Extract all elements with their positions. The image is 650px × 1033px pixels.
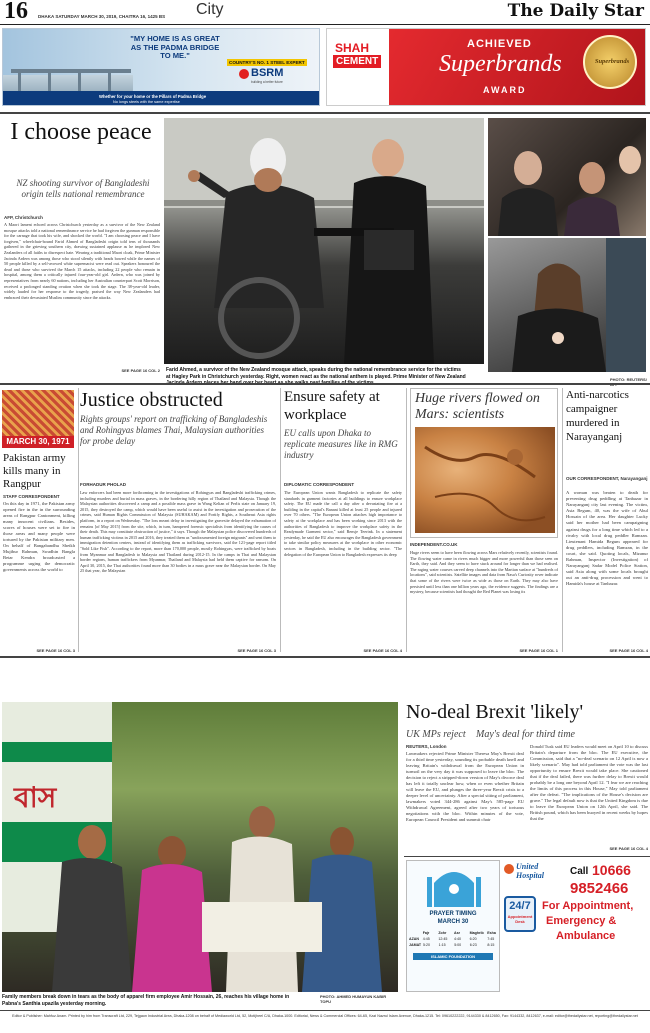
mars-see-page[interactable]: SEE PAGE 16 COL 1 bbox=[519, 648, 558, 653]
brexit-body-right: Donald Tusk said EU leaders would meet on April 10 to discuss Britain's departure from the bloc. The EU executive, the Commission, said that a "no-deal scenario on 12 April is now a likely scenario". May had told parliament the vote was the last opportunity to ensure Brexit would take place. She cautioned that if the deal failed, there was further delay to Brexit would probably be a long one beyond April 12. "I fear we are reaching the limits of this process in this House," May told parliament after the defeat. "The implications of the House's decision are grave." The legal default now is that the United Kingdom is due to leave the European Union on 12th April, she said. The British pound, which has been buoyed in recent weeks by hopes that the bbox=[530, 744, 648, 821]
hospital-line-3: Ambulance bbox=[556, 930, 616, 942]
safety-subhead: EU calls upon Dhaka to replicate measures like in RMG industry bbox=[284, 428, 398, 460]
funeral-credit: PHOTO: AHMED HUMAYUN KABIR TOPU bbox=[320, 994, 387, 1004]
paper-logo: The Daily Star bbox=[507, 1, 644, 21]
hospital-logo-icon bbox=[504, 864, 514, 874]
safety-headline: Ensure safety at workplace bbox=[284, 389, 380, 423]
mars-headline-box bbox=[410, 388, 558, 538]
justice-body: Law enforcers had been more forthcoming in the investigations of Rohingyas and Bangladeshi trafficking crimes, including murders and burial in mass graves, in the bordering hilly region of Thailand and Malaysia. Though the Malaysian authorities discovered a camp and a possible mass grave in Wang Kelian of Perlis state on January 19, 2015, they destroyed the camp, which would have been useful to assist in the investigation and prosecution of the crimes, said Human Rights Commission of Malaysia (SUHAKAM) and Fortify Rights, a Southeast Asia rights platform, in a report on Wednesday. "The loss meant delay in investigating the gravesite delayed the exhumation of remains [of May 2015] from the site, which, in turn, hampered forensic specialists from identifying the causes of their death. This may constitute obstruction of justice," it says. Though the Malaysian police discovered hundreds of human trafficking victims in 2015 and 2016, they treated them as "undocumented foreign migrants" and sent them to immigration detention centers, instead of identifying them as trafficking survivors, said the 121-page report titled "Sold Like Fish". According to the report, more than 170,000 people, mostly Rohingyas, were trafficked by boats from Myanmar and Bangladesh to Malaysia and Thailand during 2012-15. In the camps in Thai and Malaysian border regions, human traffickers from Myanmar, Thailand and Malaysia had held them captive for ransom. On April 30, 2015, the Thai authorities found more than 30 bodies in a mass grave near the Malaysian border. On May 25 that year, the Malaysian bbox=[80, 490, 276, 574]
brexit-body-left: Lawmakers rejected Prime Minister Theresa May's Brexit deal for a third time yesterday, sounding its probable death knell and leaving Britain's withdrawal from the European Union in turmoil on the very day it was supposed to leave the bloc. The decision to reject a stripped-down version of May's divorce deal has left it totally unclear how, when or even whether Britain will leave the EU, and plunges the three-year Brexit crisis to a deeper level of uncertainty. After a special sitting of parliament, lawmakers voted 344-286 against May's 585-page EU Withdrawal Agreement, agreed after two years of tortuous negotiations with the bloc. Within minutes of the vote, European Council President and summit chair bbox=[406, 751, 524, 822]
mars-image bbox=[415, 427, 555, 533]
page-number: 16 bbox=[4, 0, 28, 24]
justice-byline: FORHADUR PHOLAD bbox=[80, 482, 126, 487]
appointment-badge: 24/7 Appointment Desk bbox=[504, 896, 536, 932]
mars-body: Huge rivers seem to have been flowing across Mars relatively recently, scientists found. The flowing water came in rivers much bigger and more powerful than those seen on Earth, they said. And they seem to have stuck around for longer than we had realised. The raging water courses carved deep channels into the Martian surface at "hundreds of locations", said scientists. Satellite images and data from Nasa's Curiosity rover indicate that some of the rivers were twice as wide as those on Earth. They may also have persisted until less than one billion years ago, the evidence suggests. The findings are a mystery, because scientists had thought the Red Planet was losing its bbox=[410, 550, 558, 595]
justice-subhead: Rights groups' report on trafficking of Bangladeshis and Rohingyas blames Thai, Malaysian authorities for probe delay bbox=[80, 414, 268, 446]
cement-brand: CEMENT bbox=[333, 55, 381, 68]
safety-see-page[interactable]: SEE PAGE 16 COL 4 bbox=[363, 648, 402, 653]
safety-byline: DIPLOMATIC CORRESPONDENT bbox=[284, 482, 355, 487]
history-see-page[interactable]: SEE PAGE 16 COL 3 bbox=[36, 648, 75, 653]
history-image bbox=[2, 390, 74, 436]
history-date-banner: MARCH 30, 1971 bbox=[2, 436, 74, 448]
hospital-line-1: For Appointment, bbox=[542, 900, 634, 912]
safety-body: The European Union wants Bangladesh to replicate the safety standards in garment factories at all buildings to ensure workplace safety. The EU made the call a day after a devastating fire at a building in the capital's Banani killed at least 25 people and injured over 70 others. "The European Union attaches high importance to safety at the workplace and has been working since 2013 with the authorities of Bangladesh to improve the workplace safety in the Readymade Garment sector," said Rensje Teerink. In a statement yesterday, he said the EU also encourages the Bangladesh government to take similar policy measures at the workplace in other economic sectors in Bangladesh, including in the building sector. "The delegation of the European Union to Bangladesh expresses its deep bbox=[284, 490, 402, 557]
funeral-photo bbox=[2, 702, 398, 992]
prayer-date: MARCH 30 bbox=[437, 919, 469, 925]
brexit-subhead: May's deal for third time bbox=[476, 729, 575, 740]
narcotics-headline: Anti-narcotics campaigner murdered in Narayanganj bbox=[566, 389, 629, 443]
narcotics-see-page[interactable]: SEE PAGE 16 COL 4 bbox=[609, 648, 648, 653]
united-hospital-ad[interactable] bbox=[504, 860, 648, 992]
shah-cement-ad[interactable] bbox=[326, 28, 646, 106]
lead-caption: Farid Ahmed, a survivor of the New Zealand mosque attack, speaks during the national remembrance service for the victims at Hagley Park in Christchurch yesterday. Right, women react as the national anthem is played. Prime Minister of New Zealand bbox=[166, 367, 466, 380]
prayer-table: Fajr Zohr Asr Maghrib Esha AZAN 4:45 12:45 4:40 6:20 7:45 JAMAT 5:20 1:15 5:00 6:23 8:15 bbox=[409, 931, 496, 947]
prayer-timing-box bbox=[406, 860, 500, 992]
call-label: Call bbox=[570, 866, 589, 877]
bsrm-sub2: No longs steels with the same expertise bbox=[113, 100, 180, 104]
masthead bbox=[0, 0, 650, 24]
women-photo bbox=[488, 118, 646, 236]
history-headline: Pakistan army kills many in Rangpur bbox=[3, 452, 66, 490]
lead-headline: I choose peace bbox=[10, 119, 152, 145]
narcotics-byline: OUR CORRESPONDENT, Narayanganj bbox=[566, 476, 648, 481]
hospital-phone-2[interactable]: 9852466 bbox=[570, 880, 629, 897]
hospital-line-2: Emergency & bbox=[546, 915, 617, 927]
lead-body: A Maori lament echoed across Christchurch yesterday as a survivor of the New Zealand mosque attacks told a national remembrance service he had forgiven the gunman responsible for the carnage that took his wife, and shocked the world. "I am choosing peace and I have forgiven," wheelchair-bound Farid Ahmed of Bangladeshi origin told tens of thousands gathered in the grieving southern city, drawing sustained applause as he implored New Zealanders of all faiths to disrespect hate. Wearing a traditional Maori cloak, Prime Minister Jacinda Ardern was among those who stood silently with heads bowed while the names of 50 people killed by a self-avowed white supremacist were read out. Speakers honoured the dead and those who survived the March 15 attacks, including 22 people who remain in hospital, among them a critically injured four-year-old girl. Ardern, who was joined by representatives from nearly 60 nations, including her Australian counterpart Scott Morrison, received a prolonged standing ovation when she took the stage. The 38-year-old leader, widely lauded for her response to the tragedy, praised the way New Zealanders had embraced their devastated Muslim community since the attacks. bbox=[4, 222, 160, 300]
funeral-caption: Family members break down in tears as the body of apparel firm employee Amir Hossain, 26, reaches his village home in Pabna's Santhia upazila yesterday morning. bbox=[2, 994, 290, 1007]
lead-subhead: NZ shooting survivor of Bangladeshi origin tells national remembrance bbox=[16, 178, 150, 199]
prayer-title: PRAYER TIMING bbox=[429, 911, 477, 917]
lead-byline: AFP, Christchurch bbox=[4, 215, 43, 220]
achieved-text: ACHIEVED bbox=[467, 38, 532, 50]
imprint-footer: Editor & Publisher: Mahfuz Anam. Printed by him from Transcraft Ltd, 229, Tejgaon Industrial Area, Dhaka-1208 on behalf of Mediaworld Ltd, 52, Motijheel C/A, Dhaka-1000. Editorial, News & Commercial Offices: 64-65, Kazi Nazrul Islam Avenue, Dhaka-1215. Tel: 09610222222, 9144330 & 8412650, Fax: 9144332, 8412637, e-mail: editor@thedailystar.net, reporting@thedailystar.net bbox=[12, 1014, 638, 1018]
justice-see-page[interactable]: SEE PAGE 16 COL 3 bbox=[237, 648, 276, 653]
bsrm-headline: "MY HOME IS AS GREAT AS THE PADMA BRIDGE TO ME." bbox=[130, 34, 220, 61]
award-text: AWARD bbox=[483, 85, 527, 95]
brexit-see-page[interactable]: SEE PAGE 16 COL 4 bbox=[609, 846, 648, 851]
date-line: DHAKA SATURDAY MARCH 30, 2019, CHAITRA 16, 1425 BS bbox=[38, 14, 166, 19]
justice-headline: Justice obstructed bbox=[80, 389, 223, 411]
speaker-silhouette bbox=[164, 118, 484, 364]
brexit-headline: No-deal Brexit 'likely' bbox=[406, 701, 584, 723]
bsrm-tagline: COUNTRY'S NO. 1 STEEL EXPERT bbox=[229, 60, 305, 65]
hospital-phone-1[interactable]: 10666 bbox=[592, 862, 631, 878]
bus-lettering: বাস bbox=[14, 781, 57, 814]
mosque-icon bbox=[427, 867, 481, 907]
bsrm-logo: BSRM bbox=[251, 67, 284, 79]
history-byline: STAFF CORRESPONDENT bbox=[3, 494, 60, 499]
lead-photo-credit: PHOTO: REUTERS/ bbox=[610, 377, 647, 382]
bsrm-ad[interactable] bbox=[2, 28, 320, 106]
mars-byline: INDEPENDENT.CO.UK bbox=[410, 542, 458, 547]
hospital-name: United Hospital bbox=[516, 862, 545, 880]
narcotics-body: A woman was beaten to death for preventing drug peddling at Tanbazar in Narayanganj city last evening. The victim, Asia Begum, 40, was the wife of Abul Hossain of the area. Her daughter Lucky said her mother had been campaigning against drugs for a long time which led to a rivalry with local drug peddler Ramzan. Lieutenant Hamida Begum appeared for drug peddlers, including Ramzan, in the court, she said. Quoting locals, Mizanur Rahman, Inspector (Investigation) of Narayanganj Sadar Model Police Station, said Asia along with some locals brought out an anti-drug procession and went to Hamida's house at Tanbazar. bbox=[566, 490, 648, 587]
mars-headline: Huge rivers flowed on Mars: scientists bbox=[415, 391, 540, 422]
section-name: City bbox=[196, 1, 224, 18]
superbrands-badge: Superbrands bbox=[583, 35, 637, 89]
lead-main-photo bbox=[164, 118, 484, 364]
ardern-photo bbox=[488, 238, 646, 372]
brexit-kicker: UK MPs reject bbox=[406, 729, 466, 740]
superbrands-text: Superbrands bbox=[439, 51, 562, 77]
lead-see-page[interactable]: SEE PAGE 16 COL 2 bbox=[121, 368, 160, 373]
bsrm-logo-sub: building a better future bbox=[251, 80, 283, 84]
shah-brand: SHAH bbox=[335, 41, 370, 55]
prayer-source: ISLAMIC FOUNDATION bbox=[413, 953, 493, 960]
bsrm-sub: Whether for your home or the Pillars of Padma Bridge bbox=[99, 94, 207, 99]
history-body: On this day in 1971, the Pakistan army opened fire in the in the surrounding areas of Rangpur Cantonment, killing many innocent civilians. Besides, scores of houses were set to fire in those areas and many people were tortured by the Pakistan military men. On behalf of Bangabandhu Sheikh Mujibur Rahman, Swadhin Bangla Betar Kendra broadcasted a programme urging the democratic governments across the world to bbox=[3, 501, 75, 572]
brexit-byline: REUTERS, London bbox=[406, 744, 447, 749]
